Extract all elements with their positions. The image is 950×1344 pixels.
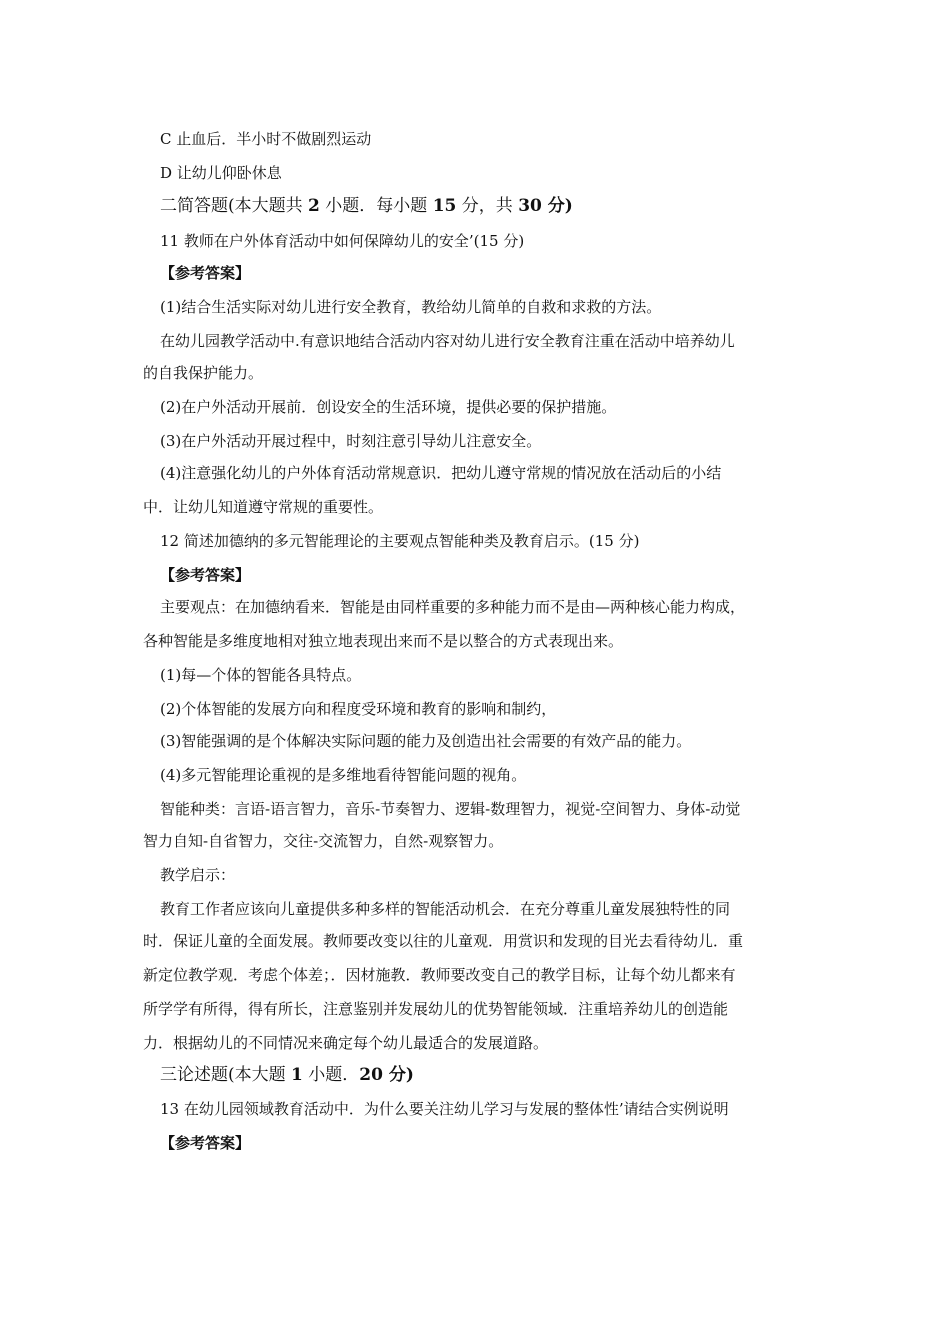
paragraph-line: (4)多元智能理论重视的是多维地看待智能问题的视角。 <box>160 766 527 784</box>
paragraph-line: 时．保证儿童的全面发展。教师要改变以往的儿童观．用赏识和发现的目光去看待幼儿．重 <box>143 932 744 950</box>
paragraph-line: (1)每—个体的智能各具特点。 <box>160 666 362 684</box>
section-heading-essay <box>160 1064 950 1086</box>
heading-number: 30 <box>518 196 542 216</box>
paragraph-line: 力．根据幼儿的不同情况来确定每个幼儿最适合的发展道路。 <box>143 1034 549 1052</box>
heading-text: 小题． <box>302 1065 360 1085</box>
paragraph-line: 各种智能是多维度地相对独立地表现出来而不是以整合的方式表现出来。 <box>143 632 624 650</box>
question-12: 12 简述加德纳的多元智能理论的主要观点智能种类及教育启示。(15 分) <box>160 532 640 550</box>
paragraph-line: 中．让幼儿知道遵守常规的重要性。 <box>143 498 384 516</box>
paragraph-line: 智力自知-自省智力，交往-交流智力，自然-观察智力。 <box>143 832 504 850</box>
heading-text: 分) <box>541 196 573 216</box>
question-13: 13 在幼儿园领域教育活动中．为什么要关注幼儿学习与发展的整体性’请结合实例说明 <box>160 1100 729 1118</box>
heading-number: 20 <box>359 1065 383 1085</box>
paragraph-line: (4)注意强化幼儿的户外体育活动常规意识．把幼儿遵守常规的情况放在活动后的小结 <box>160 464 722 482</box>
paragraph-line: (3)智能强调的是个体解决实际问题的能力及创造出社会需要的有效产品的能力。 <box>160 732 692 750</box>
paragraph-line: (1)结合生活实际对幼儿进行安全教育，教给幼儿简单的自救和求救的方法。 <box>160 298 662 316</box>
heading-number: 1 <box>291 1065 303 1085</box>
option-d: D 让幼儿仰卧休息 <box>160 164 282 182</box>
paragraph-line: 教育工作者应该向儿童提供多种多样的智能活动机会．在充分尊重儿童发展独特性的同 <box>160 900 731 918</box>
heading-number: 2 <box>308 196 320 216</box>
heading-number: 15 <box>432 196 457 216</box>
paragraph-line: 在幼儿园教学活动中.有意识地结合活动内容对幼儿进行安全教育注重在活动中培养幼儿 <box>160 332 735 350</box>
paragraph-line: 新定位教学观．考虑个体差；．因材施教．教师要改变自己的教学目标，让每个幼儿都来有 <box>143 966 736 984</box>
paragraph-line: 教学启示： <box>160 866 236 884</box>
answer-label: 【参考答案】 <box>160 566 251 584</box>
paragraph-line: 所学学有所得，得有所长，注意鉴别并发展幼儿的优势智能领域．注重培养幼儿的创造能 <box>143 1000 729 1018</box>
section-heading-short-answer <box>160 195 950 217</box>
answer-label: 【参考答案】 <box>160 264 251 282</box>
answer-label: 【参考答案】 <box>160 1134 251 1152</box>
paragraph-line: 智能种类：言语-语言智力，音乐-节奏智力、逻辑-数理智力，视觉-空间智力、身体-动觉 <box>160 800 741 818</box>
heading-text: 分) <box>382 1065 414 1085</box>
option-c: C 止血后．半小时不做剧烈运动 <box>160 130 372 148</box>
paragraph-line: (2)在户外活动开展前．创设安全的生活环境，提供必要的保护措施。 <box>160 398 617 416</box>
paragraph-line: 的自我保护能力。 <box>143 364 264 382</box>
question-11: 11 教师在户外体育活动中如何保障幼儿的安全’(15 分) <box>160 232 525 250</box>
paragraph-line: (2)个体智能的发展方向和程度受环境和教育的影响和制约， <box>160 700 557 718</box>
paragraph-line: 主要观点：在加德纳看来．智能是由同样重要的多种能力而不是由—两种核心能力构成， <box>160 598 746 616</box>
heading-text: 三论述题(本大题 <box>160 1065 292 1085</box>
heading-text: 分，共 <box>456 196 519 216</box>
heading-text: 小题．每小题 <box>319 196 433 216</box>
paragraph-line: (3)在户外活动开展过程中，时刻注意引导幼儿注意安全。 <box>160 432 542 450</box>
heading-text: 二简答题(本大题共 <box>160 196 309 216</box>
